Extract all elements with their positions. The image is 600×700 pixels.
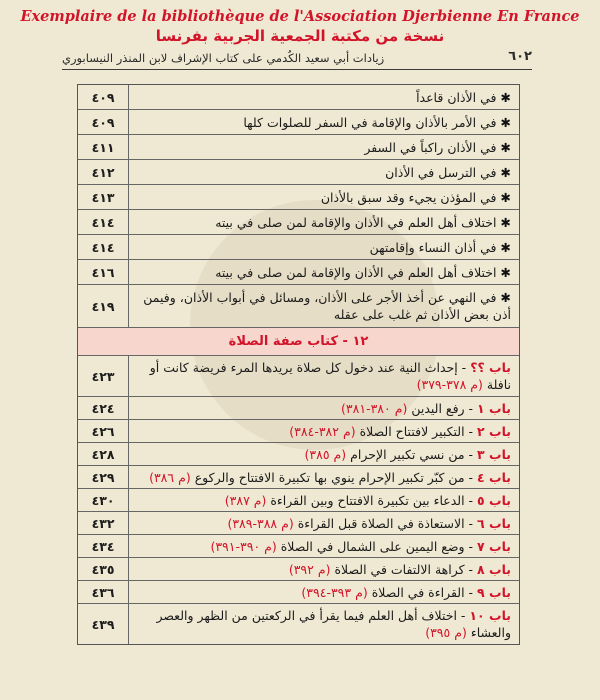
- toc-row: [78, 260, 519, 285]
- toc-row: [78, 581, 519, 604]
- toc-page-number: ٤١٤: [78, 235, 129, 259]
- chapter-label: باب ٣: [477, 446, 511, 462]
- toc-page-number: ٤٣٦: [78, 581, 129, 603]
- entry-reference: (م ٣٩٠-٣٩١): [210, 538, 277, 554]
- running-head: [62, 47, 532, 70]
- toc-page-number: ٤٣٥: [78, 558, 129, 580]
- toc-row: [78, 185, 519, 210]
- book-title: زيادات أبي سعيد الكُدمي على كتاب الإشراف لابن المنذر النيسابوري: [62, 51, 385, 65]
- toc-page-number: ٤١٢: [78, 160, 129, 184]
- toc-page-number: ٤٣٠: [78, 489, 129, 511]
- entry-reference: (م ٣٩٣-٣٩٤): [301, 584, 368, 600]
- toc-page-number: ٤١١: [78, 135, 129, 159]
- toc-row: [78, 397, 519, 420]
- toc-entry: باب ؟؟ - إحداث النية عند دخول كل صلاة يريدها المرء فريضة كانت أو نافلة (م ٣٧٨-٣٧٩): [149, 360, 511, 392]
- toc-row: [78, 512, 519, 535]
- chapter-label: باب ٧: [477, 538, 511, 554]
- chapter-label: باب ٦: [477, 515, 511, 531]
- entry-reference: (م ٣٩٢): [288, 561, 331, 577]
- toc-page-number: ٤١٦: [78, 260, 129, 284]
- toc-page-number: ٤٣٩: [78, 604, 129, 644]
- toc-row: [78, 489, 519, 512]
- toc-row: [78, 160, 519, 185]
- chapter-label: باب ٩: [477, 584, 511, 600]
- toc-row: [78, 356, 519, 397]
- toc-entry: باب ٢ - التكبير لافتتاح الصلاة (م ٣٨٢-٣٨٤): [289, 423, 511, 439]
- toc-entry: ✱في النهي عن أخذ الأجر على الأذان، ومسائل في أبواب الأذان، وفيمن أذن بعض الأذان ثم غلب على عقله: [143, 290, 511, 322]
- library-stamp-arabic: نسخة من مكتبة الجمعية الجربية بفرنسا: [155, 27, 445, 45]
- toc-entry: ✱ اختلاف أهل العلم في الأذان والإقامة لمن صلى في بيته: [215, 264, 511, 280]
- toc-page-number: ٤٢٦: [78, 420, 129, 442]
- toc-entry: باب ٣ - من نسي تكبير الإحرام (م ٣٨٥): [304, 446, 511, 462]
- toc-row: [78, 135, 519, 160]
- chapter-label: باب ٨: [477, 561, 511, 577]
- toc-row: [78, 535, 519, 558]
- toc-page-number: ٤٢٩: [78, 466, 129, 488]
- toc-page-number: ٤٢٤: [78, 397, 129, 419]
- toc-entry: باب ١٠ - اختلاف أهل العلم فيما يقرأ في الركعتين من الظهر والعصر والعشاء (م ٣٩٥): [156, 608, 511, 640]
- toc-page-number: ٤٢٣: [78, 356, 129, 396]
- chapter-label: باب ١: [477, 400, 511, 416]
- toc-page-number: ٤٢٨: [78, 443, 129, 465]
- toc-page-number: ٤٣٢: [78, 512, 129, 534]
- chapter-label: باب ٤: [477, 469, 511, 485]
- toc-page-number: ٤٣٤: [78, 535, 129, 557]
- toc-row: [78, 285, 519, 328]
- toc-row: [78, 210, 519, 235]
- toc-entry: باب ٥ - الدعاء بين تكبيرة الافتتاح وبين القراءة (م ٣٨٧): [224, 492, 511, 508]
- toc-page-number: ٤١٩: [78, 285, 129, 327]
- toc-entry: باب ٧ - وضع اليمين على الشمال في الصلاة (م ٣٩٠-٣٩١): [210, 538, 511, 554]
- toc-entry: باب ٩ - القراءة في الصلاة (م ٣٩٣-٣٩٤): [301, 584, 511, 600]
- entry-reference: (م ٣٨٢-٣٨٤): [289, 423, 356, 439]
- toc-entry: ✱ في الأمر بالأذان والإقامة في السفر للصلوات كلها: [243, 114, 511, 130]
- toc-row: [78, 85, 519, 110]
- toc-entry: باب ٤ - من كبّر تكبير الإحرام ينوي بها تكبيرة الافتتاح والركوع (م ٣٨٦): [149, 469, 511, 485]
- entry-reference: (م ٣٧٨-٣٧٩): [416, 377, 483, 392]
- entry-reference: (م ٣٨٦): [149, 469, 191, 485]
- toc-row: [78, 604, 519, 644]
- chapter-label: باب ٥: [477, 492, 511, 508]
- library-stamp-french: Exemplaire de la bibliothèque de l'Association Djerbienne En France: [20, 8, 580, 25]
- toc-row: [78, 235, 519, 260]
- page-number: ٦٠٢: [508, 49, 532, 64]
- entry-reference: (م ٣٨٠-٣٨١): [341, 400, 408, 416]
- chapter-label: باب ١٠: [469, 608, 511, 623]
- toc-row: [78, 443, 519, 466]
- entry-reference: (م ٣٩٥): [425, 625, 467, 640]
- chapter-label: باب ٢: [477, 423, 511, 439]
- chapter-label: باب ؟؟: [470, 360, 511, 375]
- toc-page-number: ٤١٣: [78, 185, 129, 209]
- toc-entry: باب ١ - رفع اليدين (م ٣٨٠-٣٨١): [341, 400, 511, 416]
- toc-entry: باب ٦ - الاستعاذة في الصلاة قبل القراءة (م ٣٨٨-٣٨٩): [227, 515, 511, 531]
- toc-row: [78, 110, 519, 135]
- toc-entry: باب ٨ - كراهة الالتفات في الصلاة (م ٣٩٢): [288, 561, 511, 577]
- toc-entry: ✱ في الترسل في الأذان: [385, 164, 511, 180]
- toc-entry: ✱ في المؤذن يجيء وقد سبق بالأذان: [320, 189, 511, 205]
- toc-row: [78, 420, 519, 443]
- entry-reference: (م ٣٨٧): [224, 492, 267, 508]
- toc-page-number: ٤١٤: [78, 210, 129, 234]
- toc-entry: ✱ في أذان النساء وإقامتهن: [369, 239, 511, 255]
- toc-page-number: ٤٠٩: [78, 85, 129, 109]
- section-header: ١٢ - كتاب صفة الصلاة: [78, 328, 519, 356]
- toc-page-number: ٤٠٩: [78, 110, 129, 134]
- toc-row: [78, 466, 519, 489]
- toc-entry: ✱ في الأذان قاعداً: [416, 89, 511, 105]
- toc-row: [78, 558, 519, 581]
- entry-reference: (م ٣٨٥): [304, 446, 347, 462]
- toc-entry: ✱ اختلاف أهل العلم في الأذان والإقامة لمن صلى في بيته: [215, 214, 511, 230]
- entry-reference: (م ٣٨٨-٣٨٩): [227, 515, 294, 531]
- table-of-contents: [77, 84, 520, 645]
- toc-entry: ✱ في الأذان راكباً في السفر: [364, 139, 511, 155]
